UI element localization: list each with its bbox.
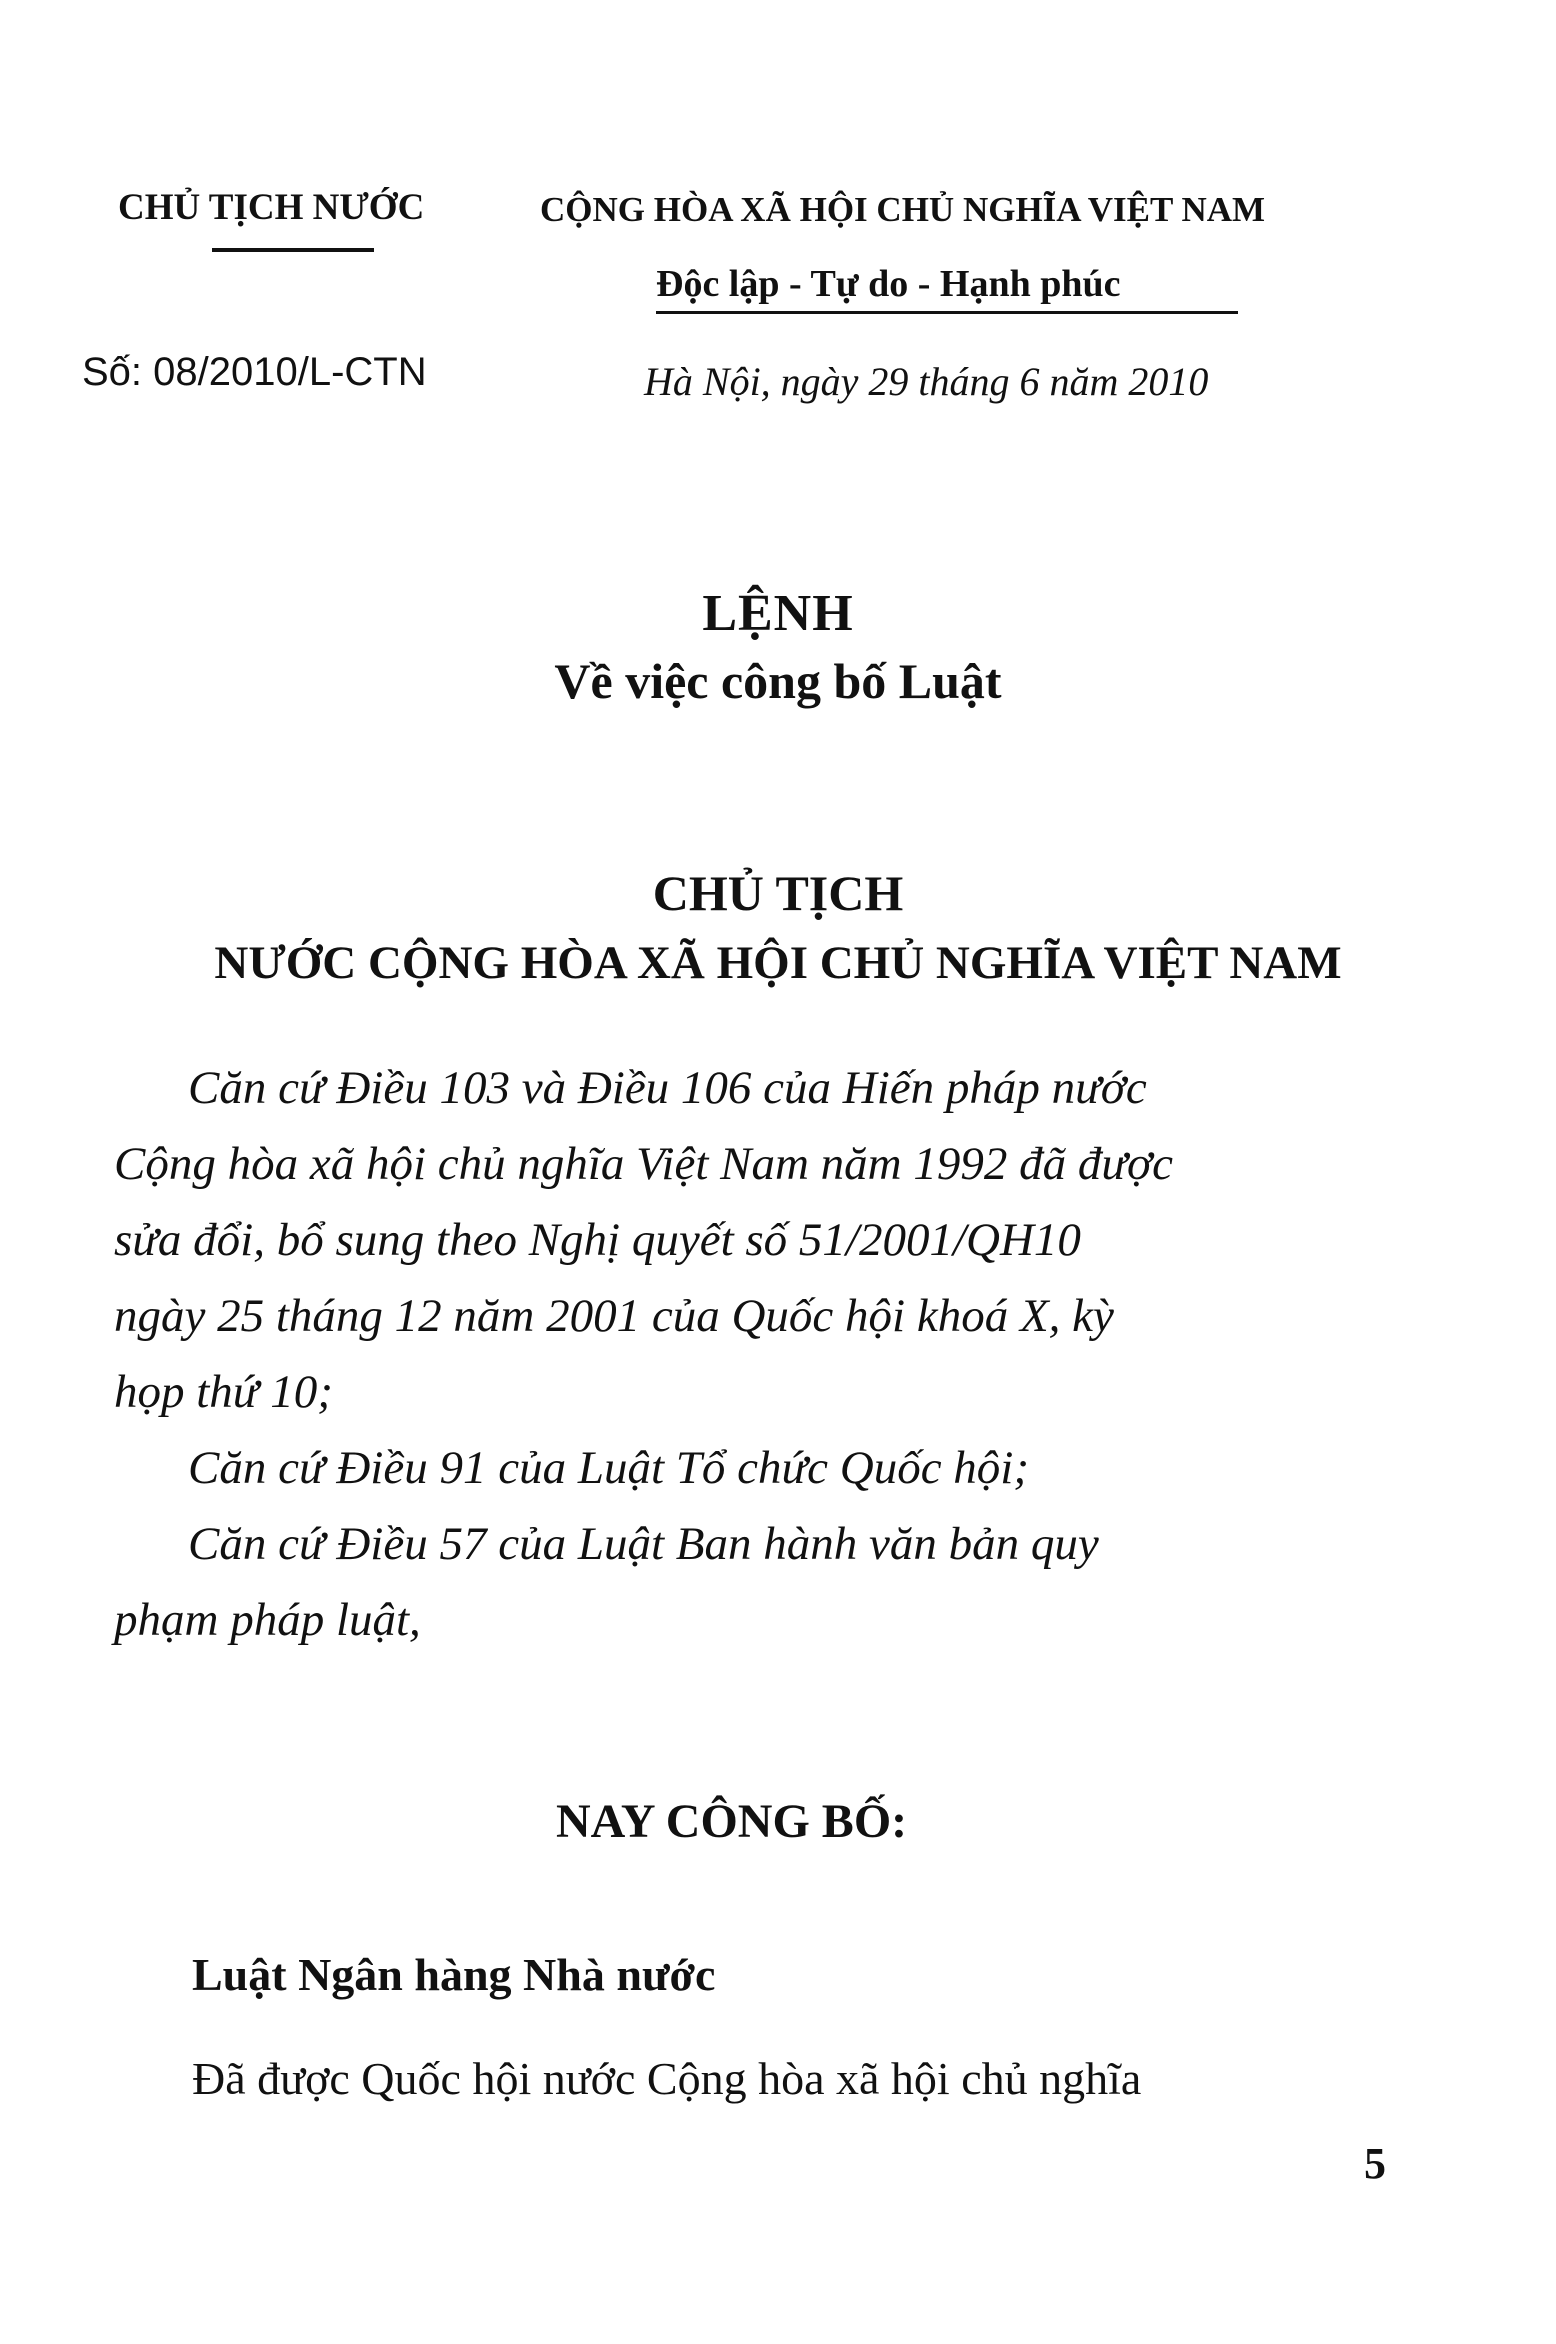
issuer-country: NƯỚC CỘNG HÒA XÃ HỘI CHỦ NGHĨA VIỆT NAM	[214, 937, 1342, 989]
passed-statement: Đã được Quốc hội nước Cộng hòa xã hội chủ nghĩa	[192, 2053, 1142, 2104]
preamble-line: Cộng hòa xã hội chủ nghĩa Việt Nam năm 1992 đã được	[114, 1138, 1173, 1190]
preamble-line: Căn cứ Điều 103 và Điều 106 của Hiến pháp nước	[188, 1062, 1147, 1114]
preamble-line: sửa đổi, bổ sung theo Nghị quyết số 51/2001/QH10	[114, 1214, 1081, 1266]
authority-heading: CHỦ TỊCH NƯỚC	[118, 187, 425, 228]
preamble-line: ngày 25 tháng 12 năm 2001 của Quốc hội khoá X, kỳ	[114, 1290, 1114, 1342]
document-subtitle: Về việc công bố Luật	[554, 653, 1002, 709]
national-motto: Độc lập - Tự do - Hạnh phúc	[656, 263, 1121, 305]
page-number: 5	[1364, 2139, 1386, 2188]
authority-underline	[212, 248, 374, 252]
preamble-line: phạm pháp luật,	[114, 1594, 421, 1646]
law-name: Luật Ngân hàng Nhà nước	[192, 1949, 716, 2000]
preamble-line: Căn cứ Điều 91 của Luật Tổ chức Quốc hội;	[188, 1442, 1030, 1494]
country-heading: CỘNG HÒA XÃ HỘI CHỦ NGHĨA VIỆT NAM	[540, 190, 1266, 229]
preamble-line: họp thứ 10;	[114, 1366, 333, 1418]
preamble-paragraph-1	[114, 1050, 1388, 1430]
document-number: Số: 08/2010/L-CTN	[82, 350, 427, 394]
place-and-date: Hà Nội, ngày 29 tháng 6 năm 2010	[644, 359, 1209, 404]
motto-underline	[656, 311, 1238, 314]
preamble-line: Căn cứ Điều 57 của Luật Ban hành văn bản quy	[188, 1518, 1099, 1570]
preamble-paragraph-3	[114, 1506, 1388, 1658]
preamble-paragraph-2	[114, 1430, 1388, 1506]
announcement-heading: NAY CÔNG BỐ:	[556, 1795, 908, 1848]
issuer-title: CHỦ TỊCH	[652, 865, 904, 921]
document-title: LỆNH	[702, 585, 854, 642]
